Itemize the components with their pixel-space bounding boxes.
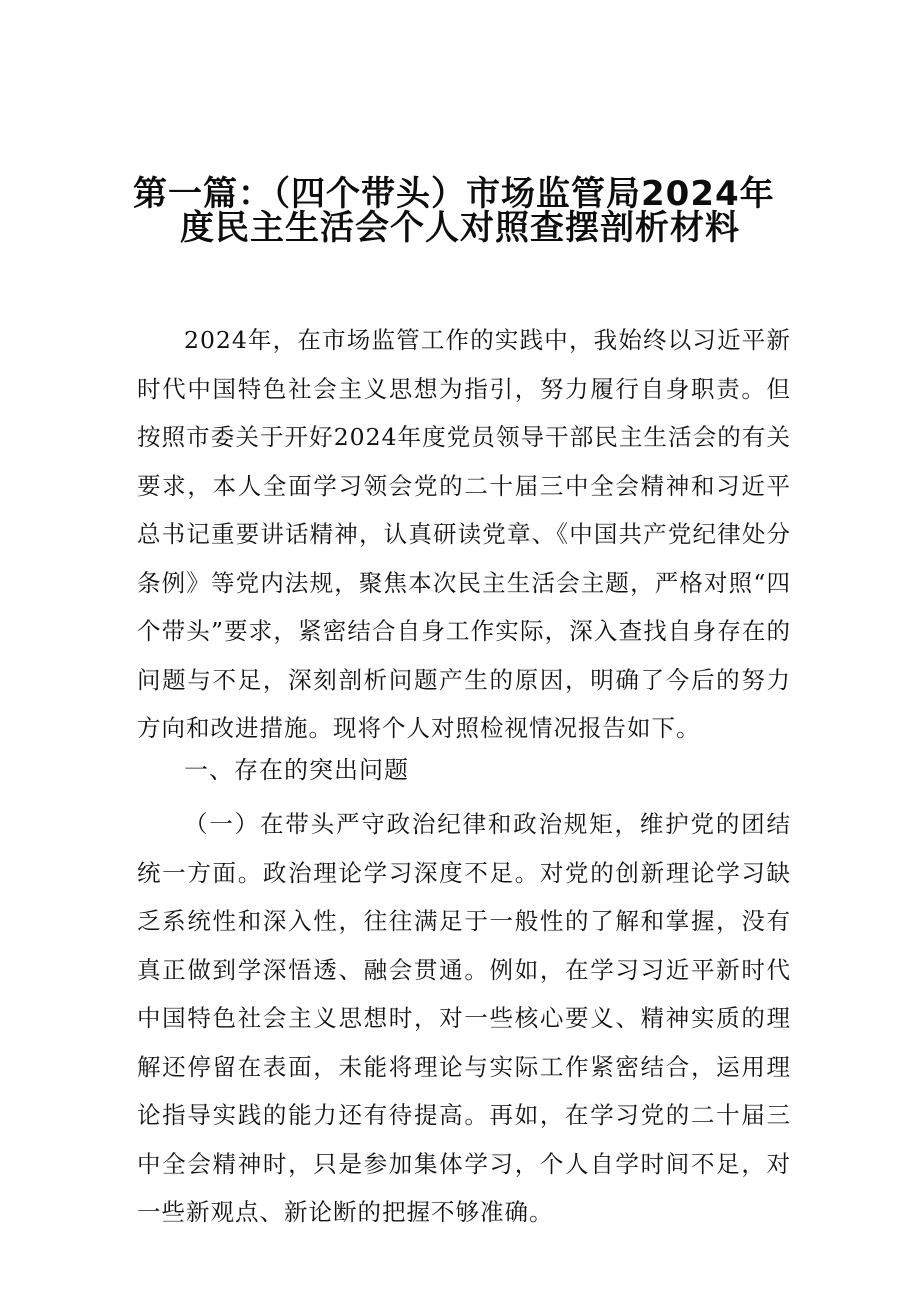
document-title-line-2: 度民主生活会个人对照查摆剖析材料 xyxy=(180,208,740,248)
document-title-line-1: 第一篇：（四个带头）市场监管局2024年 xyxy=(133,174,775,214)
intro-paragraph: 2024年，在市场监管工作的实践中，我始终以习近平新时代中国特色社会主义思想为指引，努力履行自身职责。但按照市委关于开好2024年度党员领导干部民主生活会的有关要求，本人全面学习领会党的二十届三中全会精神和习近平总书记重要讲话精神，认真研读党章、《中国共产党纪律处分条例》等党内法规，聚焦本次民主生活会主题，严格对照“四个带头”要求，紧密结合自身工作实际，深入查找自身存在的问题与不足，深刻剖析问题产生的原因，明确了今后的努力方向和改进措施。现将个人对照检视情况报告如下。 xyxy=(137,326,791,742)
section-heading-problems: 一、存在的突出问题 xyxy=(184,756,409,784)
problem-paragraph-1: （一）在带头严守政治纪律和政治规矩，维护党的团结统一方面。政治理论学习深度不足。对党的创新理论学习缺乏系统性和深入性，往往满足于一般性的了解和掌握，没有真正做到学深悟透、融会贯通。例如，在学习习近平新时代中国特色社会主义思想时，对一些核心要义、精神实质的理解还停留在表面，未能将理论与实际工作紧密结合，运用理论指导实践的能力还有待提高。再如，在学习党的二十届三中全会精神时，只是参加集体学习，个人自学时间不足，对一些新观点、新论断的把握不够准确。 xyxy=(137,810,791,1226)
